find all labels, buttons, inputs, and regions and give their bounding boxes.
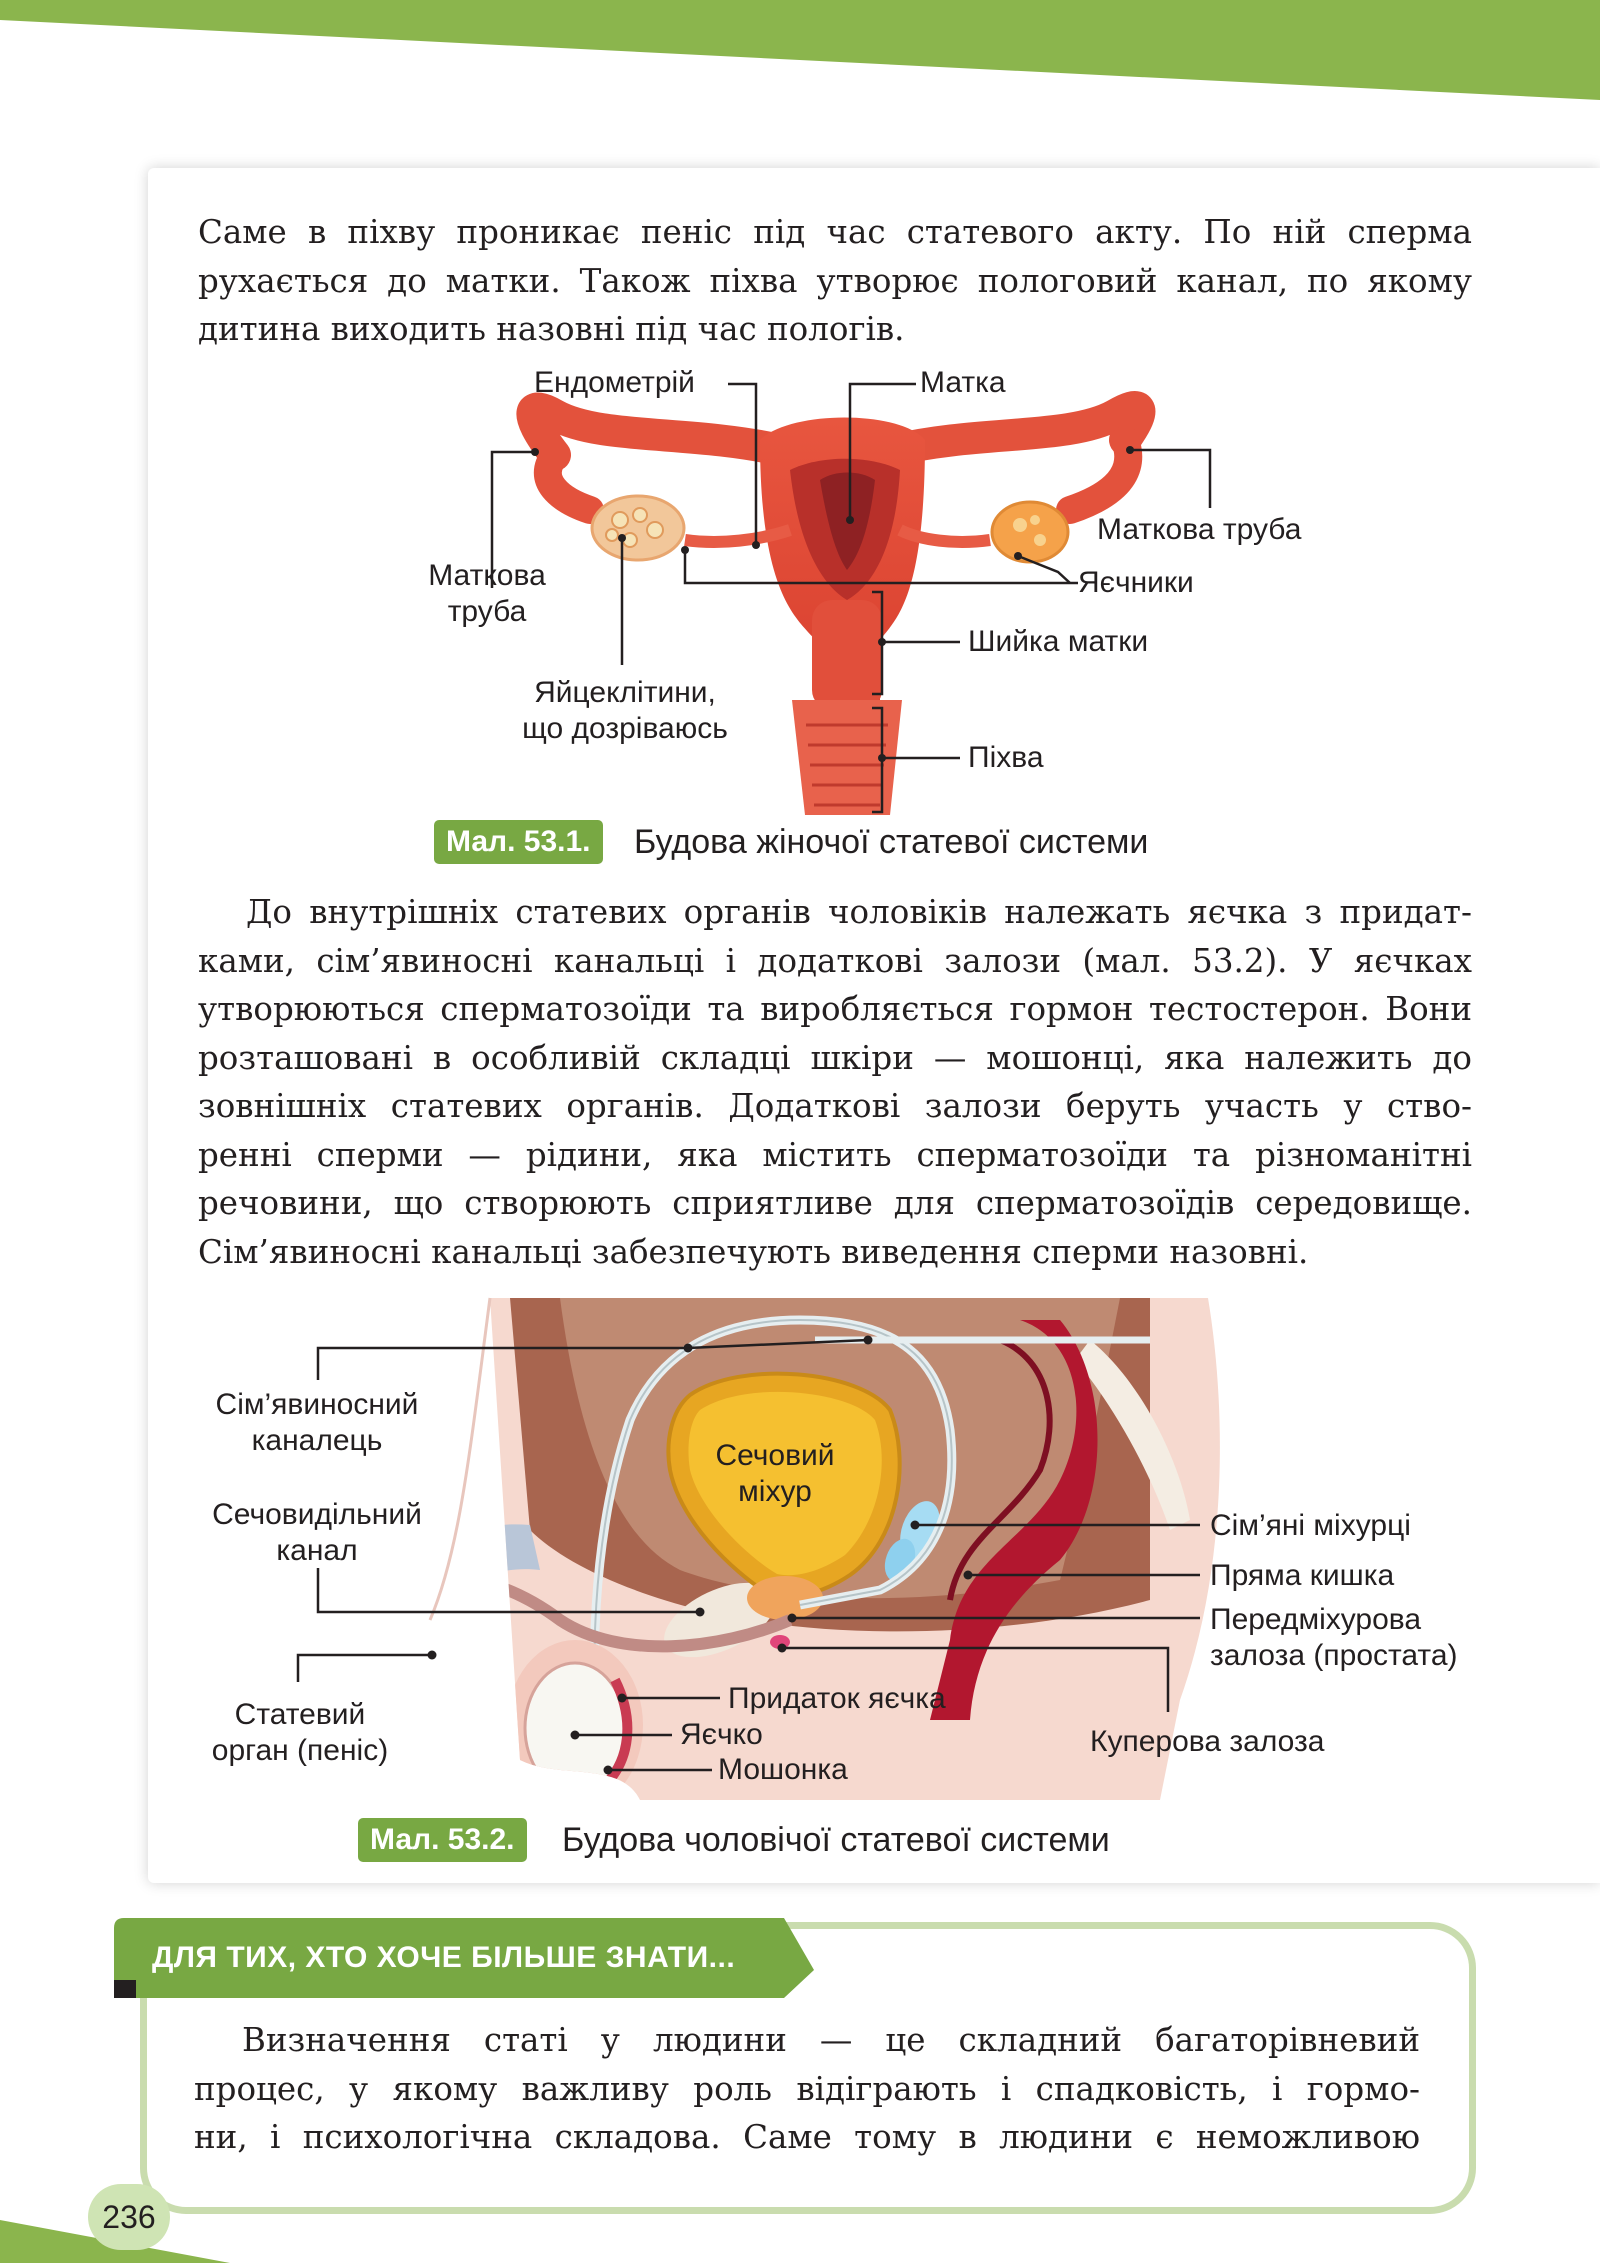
text-line: До внутрішніх статевих органів чоловіків належать яєчка з придат- bbox=[246, 893, 1472, 931]
text-line: ренні сперми — рідини, яка містить сперматозоїди та різноманітні bbox=[198, 1135, 1472, 1174]
label-tube-right: Маткова труба bbox=[1097, 513, 1302, 546]
figure-caption: Будова чоловічої статевої системи bbox=[562, 1821, 1110, 1859]
text-line: розташовані в особливій складці шкіри — мошонці, яка належить до bbox=[198, 1038, 1472, 1077]
figure-tag: Мал. 53.1. bbox=[434, 820, 603, 864]
text-line: Саме в піхву проникає пеніс під час статевого акту. По ній сперма bbox=[198, 213, 1472, 251]
label-ovaries: Яєчники bbox=[1078, 566, 1194, 599]
text-line: ни, і психологічна складова. Саме тому в людини є неможливою bbox=[194, 2118, 1420, 2156]
label-line: каналець bbox=[251, 1424, 383, 1457]
label-line: труба bbox=[447, 595, 527, 628]
label-line: міхур bbox=[738, 1475, 812, 1508]
label-line: Яйцеклітини, bbox=[534, 676, 716, 709]
label-rectum: Пряма кишка bbox=[1210, 1559, 1395, 1592]
label-line: Сечовидільний bbox=[212, 1498, 422, 1531]
text-line: рухається до матки. Також піхва утворює пологовий канал, по якому bbox=[198, 261, 1472, 300]
label-line: Сечовий bbox=[715, 1439, 835, 1472]
label-seminal-vesicles: Сім’яні міхурці bbox=[1210, 1509, 1411, 1542]
text-line: зовнішніх статевих органів. Додаткові залози беруть участь у ство- bbox=[198, 1087, 1472, 1125]
label-cowper-gland: Куперова залоза bbox=[1090, 1725, 1325, 1758]
label-line: канал bbox=[276, 1534, 358, 1567]
text-line: процес, у якому важливу роль відіграють і спадковість, і гормо- bbox=[194, 2069, 1420, 2108]
text-line: Визначення статі у людини — це складний багаторівневий bbox=[242, 2021, 1420, 2059]
figure-caption: Будова жіночої статевої системи bbox=[634, 823, 1149, 861]
label-cervix: Шийка матки bbox=[968, 625, 1149, 658]
label-line: Статевий bbox=[234, 1698, 366, 1731]
text-line: Сім’явиносні канальці забезпечують виведення сперми назовні. bbox=[198, 1232, 1309, 1271]
label-line: орган (пеніс) bbox=[211, 1734, 389, 1767]
label-line: Передміхурова bbox=[1210, 1603, 1422, 1636]
info-box-title: ДЛЯ ТИХ, ХТО ХОЧЕ БІЛЬШЕ ЗНАТИ... bbox=[152, 1941, 736, 1974]
label-epididymis: Придаток яєчка bbox=[728, 1682, 946, 1715]
text-line: ками, сім’явиносні канальці і додаткові залози (мал. 53.2). У яєчках bbox=[198, 941, 1472, 980]
label-uterus: Матка bbox=[920, 366, 1006, 399]
label-vagina: Піхва bbox=[968, 741, 1044, 774]
text-line: речовини, що створюють сприятливе для сперматозоїдів середовище. bbox=[198, 1184, 1472, 1222]
label-scrotum: Мошонка bbox=[718, 1753, 848, 1786]
text-line: дитина виходить назовні під час пологів. bbox=[198, 310, 905, 348]
figure-tag: Мал. 53.2. bbox=[358, 1818, 527, 1862]
page-number: 236 bbox=[88, 2184, 170, 2250]
label-line: Маткова bbox=[428, 559, 546, 592]
label-line: залоза (простата) bbox=[1210, 1639, 1458, 1672]
text-line: утворюються сперматозоїди та виробляється гормон тестостерон. Вони bbox=[198, 990, 1472, 1028]
label-line: що дозріваюсь bbox=[522, 712, 728, 745]
label-endometrium: Ендометрій bbox=[534, 366, 695, 399]
label-testis: Яєчко bbox=[680, 1718, 763, 1751]
label-line: Сім’явиносний bbox=[215, 1388, 419, 1421]
